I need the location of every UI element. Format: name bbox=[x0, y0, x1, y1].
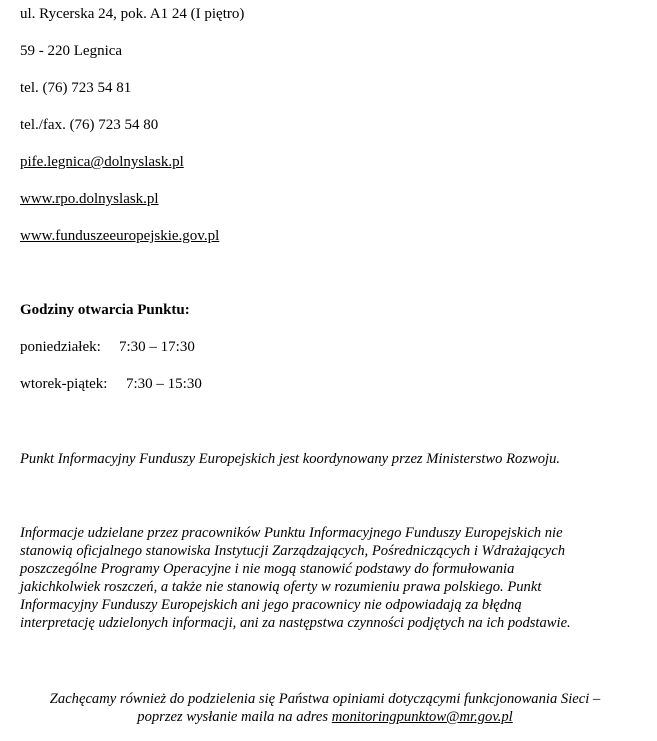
disclaimer-paragraph bbox=[20, 524, 630, 632]
contact-email-link[interactable]: pife.legnica@dolnyslask.pl bbox=[20, 154, 184, 170]
feedback-prefix: poprzez wysłanie maila na adres bbox=[137, 709, 332, 725]
contact-fax: tel./fax. (76) 723 54 80 bbox=[20, 117, 159, 133]
hours-time-value: 7:30 – 17:30 bbox=[119, 339, 195, 355]
website-rpo-link[interactable]: www.rpo.dolnyslask.pl bbox=[20, 191, 159, 207]
hours-heading: Godziny otwarcia Punktu: bbox=[20, 302, 190, 318]
feedback-email-link[interactable]: monitoringpunktow@mr.gov.pl bbox=[331, 709, 513, 725]
contact-address-line1: ul. Rycerska 24, pok. A1 24 (I piętro) bbox=[20, 6, 245, 22]
contact-phone: tel. (76) 723 54 81 bbox=[20, 80, 132, 96]
hours-row-monday bbox=[20, 338, 195, 356]
feedback-paragraph bbox=[10, 690, 640, 726]
hours-time-value: 7:30 – 15:30 bbox=[126, 376, 202, 392]
feedback-line bbox=[10, 708, 640, 726]
disclaimer-line: stanowią oficjalnego stanowiska Instytucji Zarządzających, Pośredniczących i Wdrażających bbox=[20, 543, 566, 559]
disclaimer-line: jakichkolwiek roszczeń, a także nie stanowią oferty w rozumieniu prawa polskiego. Punkt bbox=[20, 579, 542, 595]
disclaimer-line: Informacyjny Funduszy Europejskich ani jego pracownicy nie odpowiadają za błędną bbox=[20, 597, 522, 613]
disclaimer-line: poszczególne Programy Operacyjne i nie mogą stanowić podstawy do formułowania bbox=[20, 561, 515, 577]
disclaimer-line: Informacje udzielane przez pracowników Punktu Informacyjnego Funduszy Europejskich nie bbox=[20, 525, 563, 541]
feedback-line: Zachęcamy również do podzielenia się Państwa opiniami dotyczącymi funkcjonowania Sieci – bbox=[49, 691, 601, 707]
contact-address-line2: 59 - 220 Legnica bbox=[20, 43, 123, 59]
disclaimer-line: interpretację udzielonych informacji, ani za następstwa czynności podjętych na ich podstawie. bbox=[20, 615, 571, 631]
website-fundusze-link[interactable]: www.funduszeeuropejskie.gov.pl bbox=[20, 228, 220, 244]
hours-row-tuesday-friday bbox=[20, 375, 202, 393]
coordination-note: Punkt Informacyjny Funduszy Europejskich jest koordynowany przez Ministerstwo Rozwoju. bbox=[20, 451, 561, 467]
hours-day-label: poniedziałek: bbox=[20, 339, 101, 355]
hours-day-label: wtorek-piątek: bbox=[20, 376, 108, 392]
